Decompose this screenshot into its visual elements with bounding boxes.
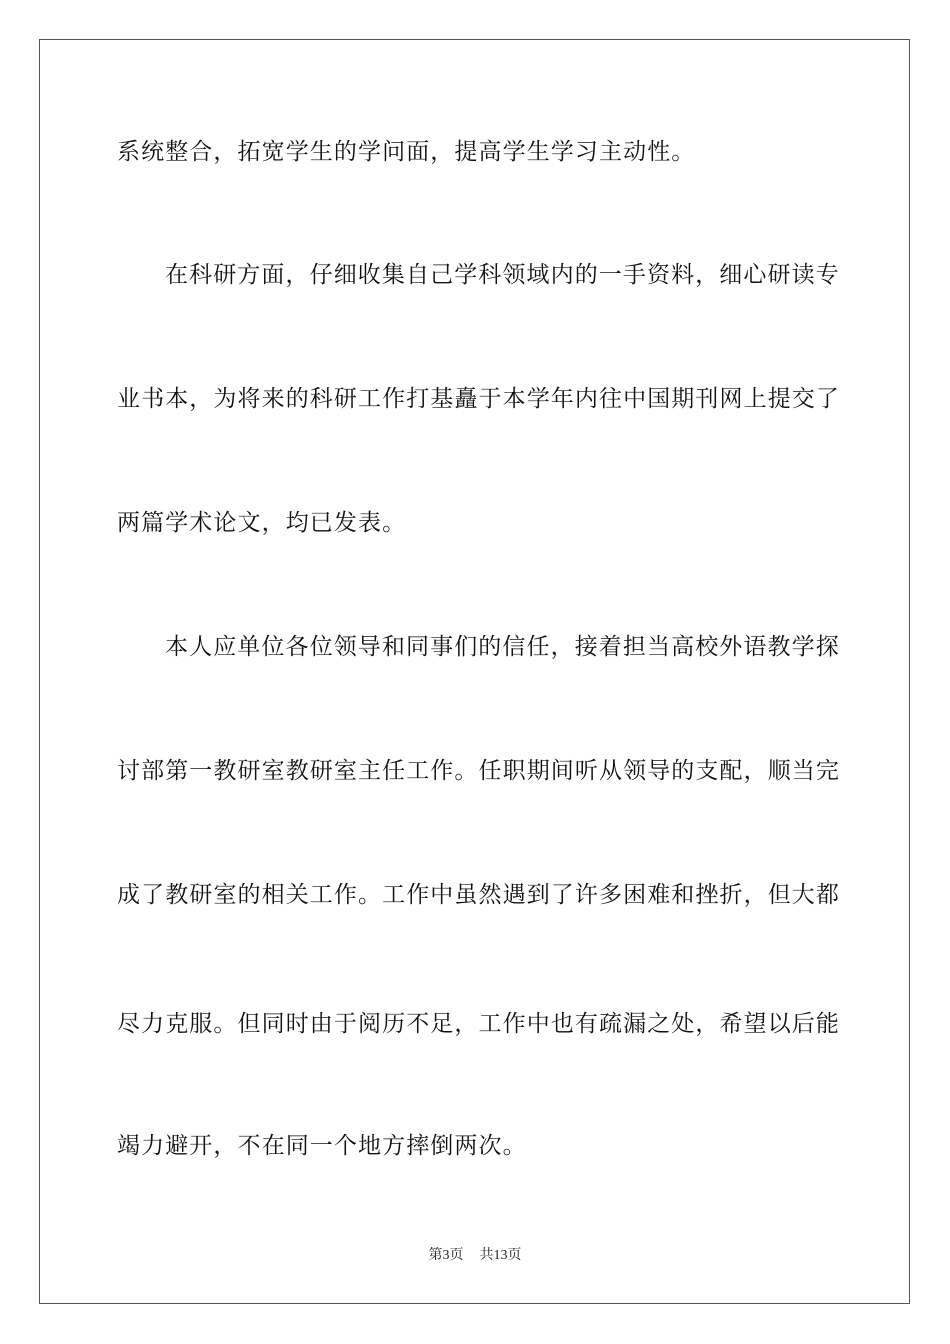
- text-line-6: 讨部第一教研室教研室主任工作。任职期间听从领导的支配，顺当完: [117, 758, 840, 784]
- page-number: 第3页: [428, 1248, 464, 1263]
- text-line-7: 成了教研室的相关工作。工作中虽然遇到了许多困难和挫折，但大都: [117, 882, 840, 908]
- text-line-5: 本人应单位各位领导和同事们的信任，接着担当高校外语教学探: [165, 634, 840, 660]
- text-line-4: 两篇学术论文，均已发表。: [117, 510, 407, 536]
- page-total: 共13页: [479, 1248, 522, 1263]
- text-line-2: 在科研方面，仔细收集自己学科领域内的一手资料，细心研读专: [165, 262, 840, 288]
- page-footer: [0, 1247, 950, 1265]
- text-line-1: 系统整合，拓宽学生的学问面，提高学生学习主动性。: [117, 139, 696, 165]
- text-line-3: 业书本，为将来的科研工作打基矗于本学年内往中国期刊网上提交了: [117, 386, 840, 412]
- page-frame: [39, 39, 910, 1304]
- text-line-9: 竭力避开，不在同一个地方摔倒两次。: [117, 1133, 527, 1159]
- text-line-8: 尽力克服。但同时由于阅历不足，工作中也有疏漏之处，希望以后能: [117, 1011, 840, 1037]
